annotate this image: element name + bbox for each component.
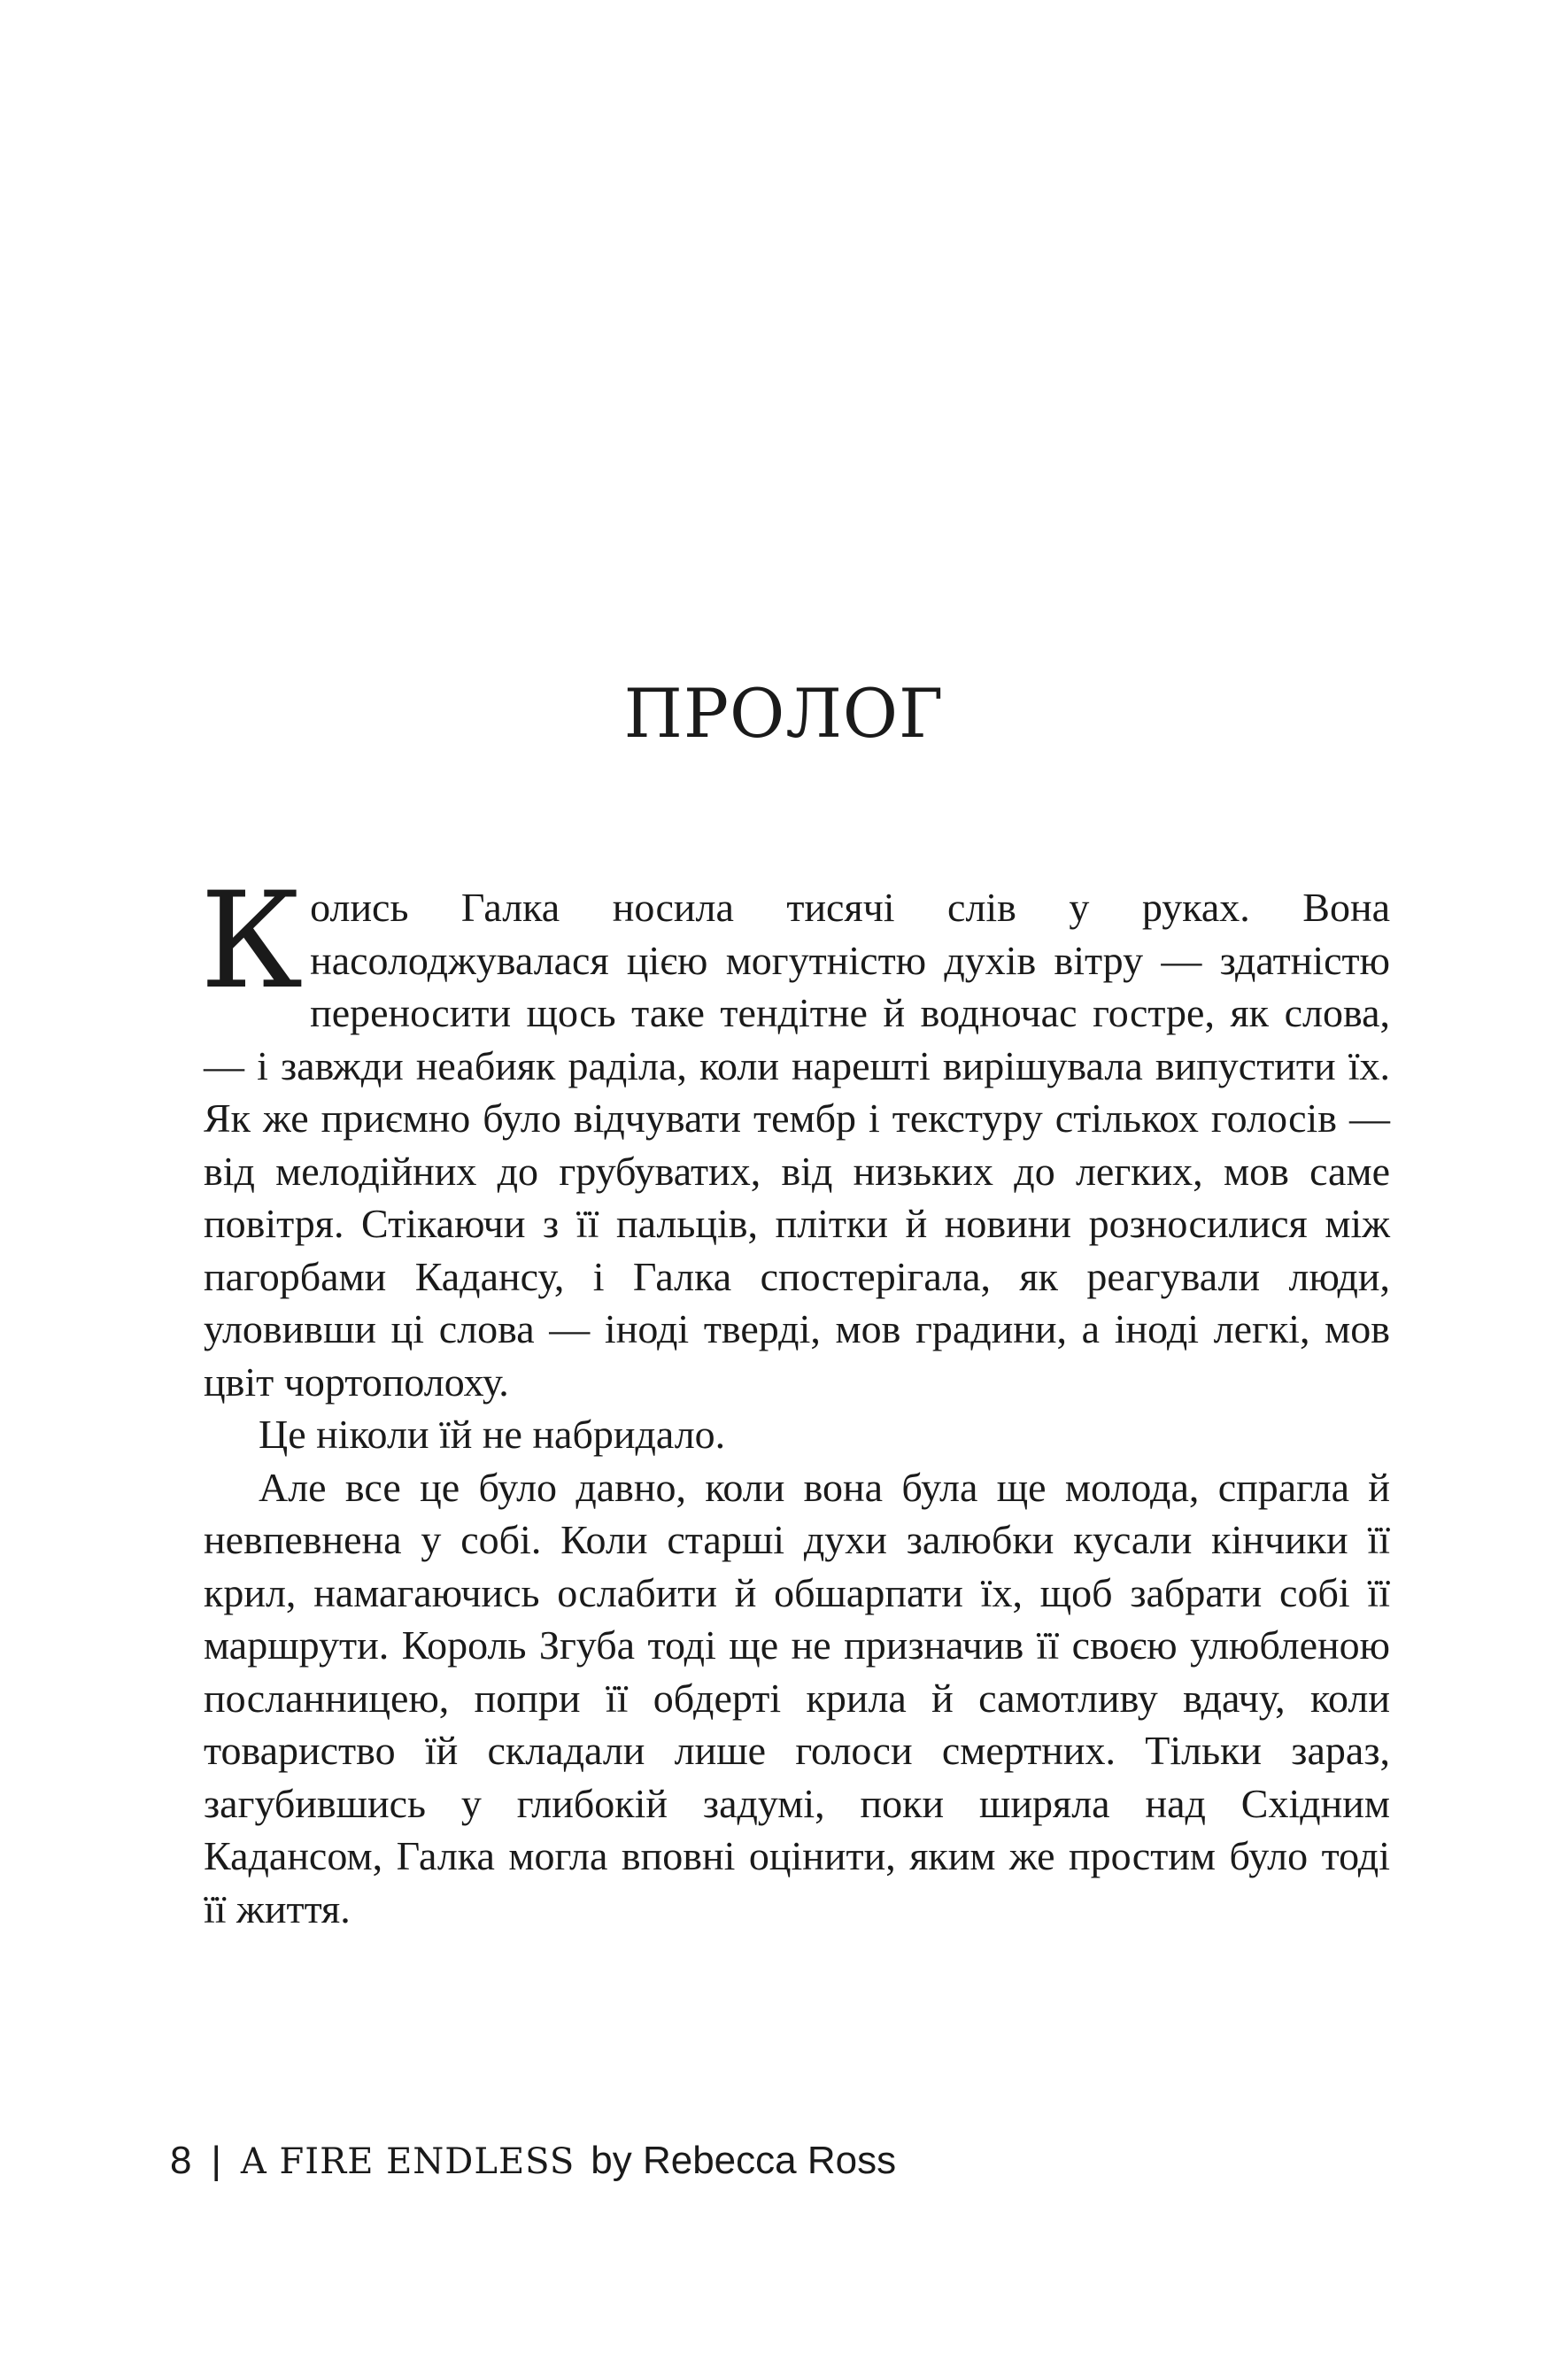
book-title: A FIRE ENDLESS	[240, 2141, 575, 2182]
paragraph: Це ніколи їй не набридало.	[259, 1412, 726, 1457]
opening-paragraph-text: олись Галка носила тисячі слів у руках. Вона насолоджувалася цією могутністю духів вітру — здатністю переносити щось таке тендітне й водночас гостре, як слова, — і завжди неабияк раділа, коли нарешті вирішувала випустити їх. Як же приємно було відчувати тембр і текстуру стількох голосів — від мелодійних до грубуватих, від низьких до легких, мов саме повітря. Стікаючи з її пальців, плітки й новини розносилися між пагорбами Кадансу, і Галка спостерігала, як реагували люди, уловивши ці слова — іноді тверді, мов градини, а іноді легкі, мов цвіт чортополоху.	[204, 885, 1390, 1405]
chapter-body	[200, 864, 1390, 1935]
page-number: 8	[170, 2139, 192, 2182]
book-author: by Rebecca Ross	[591, 2139, 897, 2182]
chapter-title: ПРОЛОГ	[623, 674, 945, 753]
page-footer	[170, 2141, 896, 2180]
footer-separator: |	[211, 2139, 221, 2182]
paragraph: Але все це було давно, коли вона була ще молода, спрагла й невпевнена у собі. Коли старші духи залюбки кусали кінчики її крил, намагаючись ослабити й обшарпати їх, щоб забрати собі її маршрути. Король Згуба тоді ще не призначив її своєю улюбленою посланницею, попри її обдерті крила й самотливу вдачу, коли товариство їй складали лише голоси смертних. Тільки зараз, загубившись у глибокій задумі, поки ширяла над Східним Кадансом, Галка могла вповні оцінити, яким же простим було тоді її життя.	[204, 1464, 1390, 1931]
drop-cap: К	[200, 864, 304, 1018]
opening-paragraph	[200, 864, 1390, 1408]
